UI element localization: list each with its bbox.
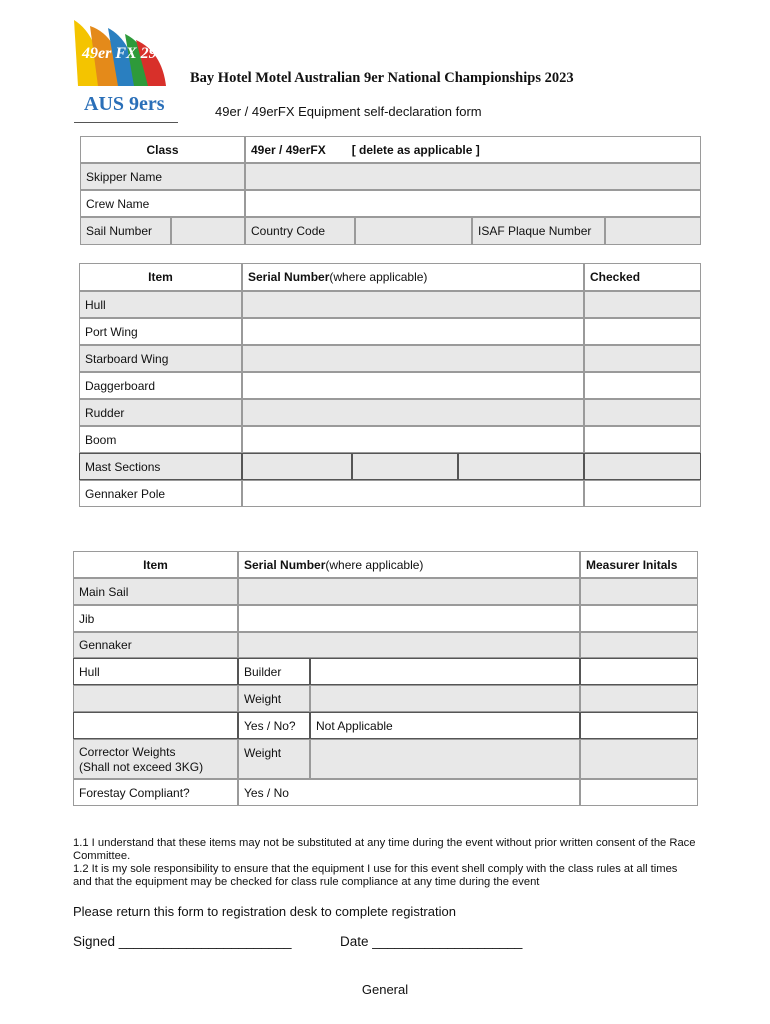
country-input[interactable] [355, 217, 472, 245]
measure-header-item: Item [73, 551, 238, 578]
equip-checked-input[interactable] [584, 426, 701, 453]
sail-input[interactable] [171, 217, 245, 245]
corrector-weights-label [73, 739, 238, 779]
sail-label: Sail Number [80, 217, 171, 245]
skipper-label: Skipper Name [80, 163, 245, 190]
equip-row-label: Mast Sections [79, 453, 242, 480]
sails-logo-graphic [70, 16, 178, 116]
jib-label: Jib [73, 605, 238, 632]
instruction-text: Please return this form to registration desk to complete registration [73, 904, 456, 919]
not-applicable-option[interactable]: Not Applicable [310, 712, 580, 739]
equip-header-checked: Checked [584, 263, 701, 291]
hull-spacer [73, 685, 238, 712]
forestay-initials-input[interactable] [580, 779, 698, 806]
equip-serial-input[interactable] [242, 372, 584, 399]
equip-row-label: Hull [79, 291, 242, 318]
equip-header-serial-note: (where applicable) [329, 270, 428, 284]
signed-line[interactable]: Signed _______________________ [73, 934, 292, 949]
crew-label: Crew Name [80, 190, 245, 217]
skipper-input[interactable] [245, 163, 701, 190]
hull-initials-input[interactable] [580, 658, 698, 685]
gennaker-serial-input[interactable] [238, 632, 580, 658]
declaration-2: 1.2 It is my sole responsibility to ensure that the equipment I use for this event shell comply with the class rules at all times and that the equipment may be checked for class rule compliance at any time during the event [73, 863, 678, 888]
corrector-weights-line1: Corrector Weights [79, 745, 176, 759]
measure-header-initials: Measurer Initals [580, 551, 698, 578]
equip-checked-input[interactable] [584, 453, 701, 480]
measure-header-serial-note: (where applicable) [325, 557, 424, 572]
main-sail-serial-input[interactable] [238, 578, 580, 605]
equip-checked-input[interactable] [584, 480, 701, 507]
isaf-label: ISAF Plaque Number [472, 217, 605, 245]
jib-serial-input[interactable] [238, 605, 580, 632]
declaration-1: 1.1 I understand that these items may not be substituted at any time during the event without prior written consent of the Race Committee. [73, 837, 696, 862]
measure-header-serial-text: Serial Number [244, 557, 326, 572]
declarations [73, 837, 698, 889]
class-value: 49er / 49erFX [251, 142, 326, 157]
equip-serial-input[interactable] [242, 480, 584, 507]
equip-row-label: Rudder [79, 399, 242, 426]
forestay-yes-no[interactable]: Yes / No [238, 779, 580, 806]
equip-row-label: Gennaker Pole [79, 480, 242, 507]
equip-checked-input[interactable] [584, 291, 701, 318]
equip-checked-input[interactable] [584, 399, 701, 426]
logo-text: AUS 9ers [84, 93, 165, 115]
isaf-input[interactable] [605, 217, 701, 245]
hull-spacer [73, 712, 238, 739]
equip-row-label: Boom [79, 426, 242, 453]
mast-section-input-1[interactable] [242, 453, 352, 480]
equip-serial-input[interactable] [242, 345, 584, 372]
gennaker-initials-input[interactable] [580, 632, 698, 658]
equip-row-label: Daggerboard [79, 372, 242, 399]
equip-header-serial-text: Serial Number [248, 270, 330, 284]
page-subtitle: 49er / 49erFX Equipment self-declaration form [215, 104, 482, 119]
country-label: Country Code [245, 217, 355, 245]
mast-section-input-3[interactable] [458, 453, 584, 480]
builder-label: Builder [238, 658, 310, 685]
jib-initials-input[interactable] [580, 605, 698, 632]
page-title: Bay Hotel Motel Australian 9er National Championships 2023 [190, 70, 574, 86]
yes-no-label: Yes / No? [238, 712, 310, 739]
equip-header-serial [242, 263, 584, 291]
corrector-weight-label: Weight [238, 739, 310, 779]
weight-input[interactable] [310, 685, 580, 712]
equip-checked-input[interactable] [584, 372, 701, 399]
equip-serial-input[interactable] [242, 318, 584, 345]
hull-label: Hull [73, 658, 238, 685]
class-label: Class [80, 136, 245, 163]
equip-row-label: Starboard Wing [79, 345, 242, 372]
equip-serial-input[interactable] [242, 399, 584, 426]
mast-section-input-2[interactable] [352, 453, 458, 480]
main-sail-label: Main Sail [73, 578, 238, 605]
footer-label: General [361, 982, 409, 997]
class-value-cell[interactable] [245, 136, 701, 163]
logo-divider [74, 122, 178, 123]
main-sail-initials-input[interactable] [580, 578, 698, 605]
equip-header-item: Item [79, 263, 242, 291]
weight-initials-input[interactable] [580, 685, 698, 712]
crew-input[interactable] [245, 190, 701, 217]
corrector-weight-input[interactable] [310, 739, 580, 779]
regatta-logo [70, 16, 178, 116]
corrector-weights-line2: (Shall not exceed 3KG) [79, 760, 204, 774]
logo-banner-text: 49er FX 29er [82, 45, 170, 62]
gennaker-label: Gennaker [73, 632, 238, 658]
equip-row-label: Port Wing [79, 318, 242, 345]
equip-checked-input[interactable] [584, 345, 701, 372]
date-line[interactable]: Date ____________________ [340, 934, 523, 949]
equip-serial-input[interactable] [242, 426, 584, 453]
yes-no-initials-input[interactable] [580, 712, 698, 739]
weight-label: Weight [238, 685, 310, 712]
equip-checked-input[interactable] [584, 318, 701, 345]
corrector-initials-input[interactable] [580, 739, 698, 779]
builder-input[interactable] [310, 658, 580, 685]
equip-serial-input[interactable] [242, 291, 584, 318]
measure-header-serial [238, 551, 580, 578]
class-note: [ delete as applicable ] [351, 142, 480, 157]
forestay-label: Forestay Compliant? [73, 779, 238, 806]
